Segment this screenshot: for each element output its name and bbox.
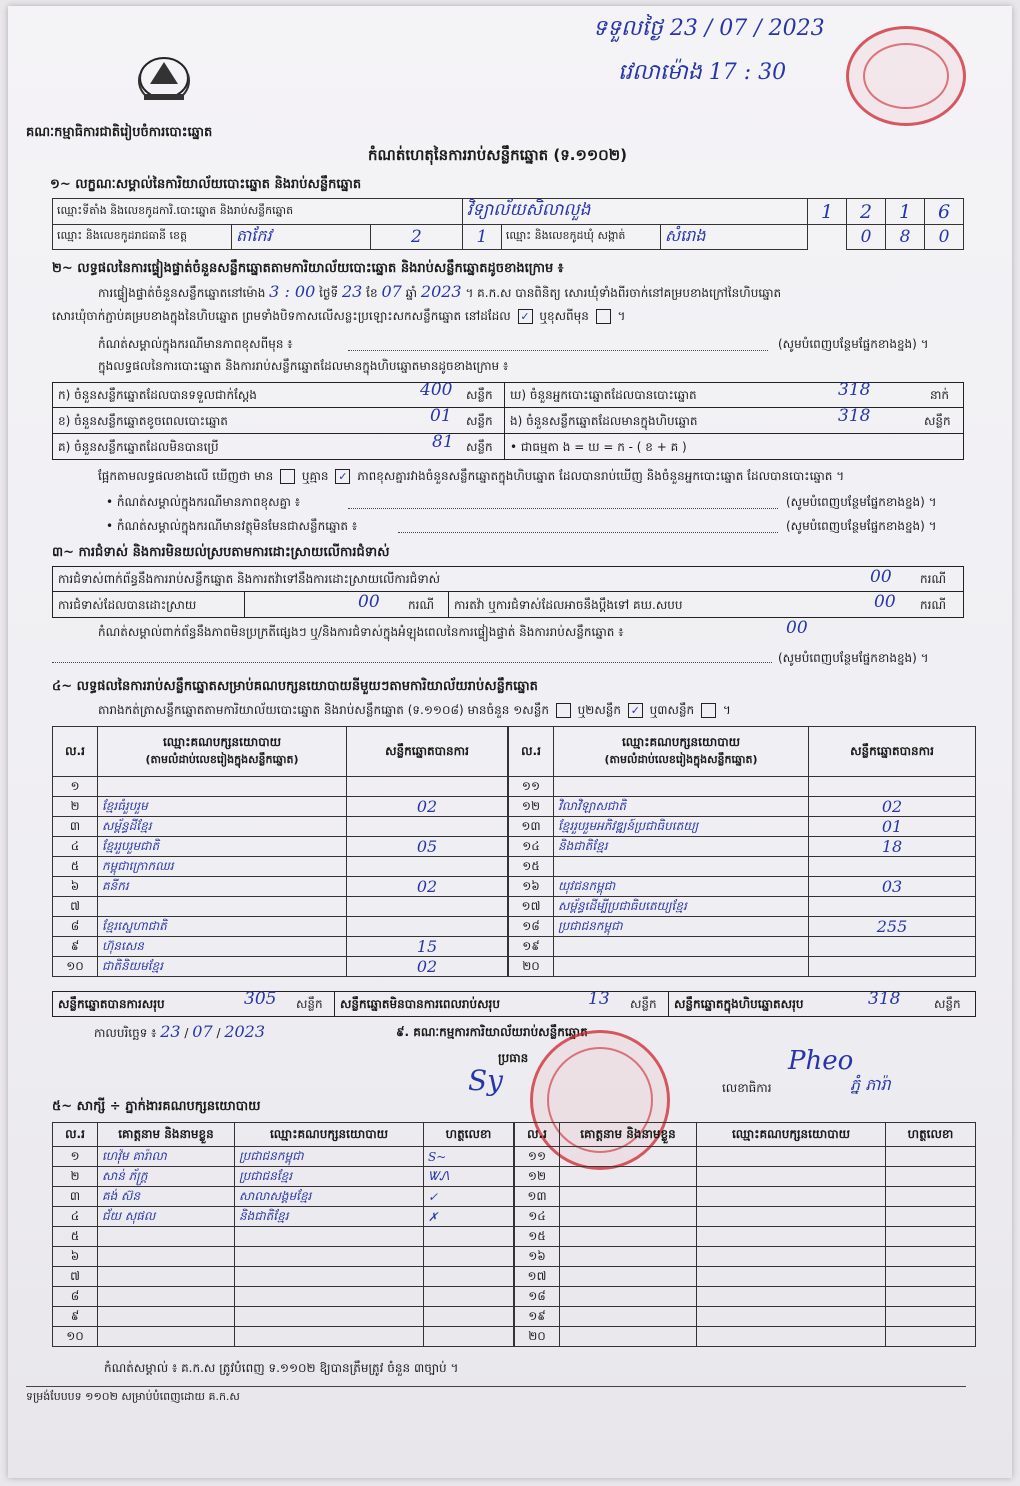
object-note-line: [398, 532, 778, 533]
box-ballots-value: 318: [838, 406, 871, 426]
diff-note-line: [348, 350, 768, 351]
witness-signature: ✓: [424, 1187, 514, 1207]
row-no: ៤: [53, 1207, 98, 1227]
witness-signature: ✗: [424, 1207, 514, 1227]
form-note: ទម្រង់បែបបទ ១១០២ សម្រាប់បំពេញដោយ គ.ក.ស: [26, 1390, 240, 1403]
unused-ballots-value: 81: [432, 432, 454, 452]
party-name: គនីករ: [98, 877, 347, 897]
total-invalid-label: សន្លឹកឆ្នោតមិនបានការពេលរាប់សរុប: [340, 997, 500, 1011]
table-row: [509, 777, 976, 797]
party-results-left: [52, 726, 508, 977]
unused-ballots-unit: សន្លឹក: [466, 440, 493, 454]
commune-code-digit: 0: [847, 225, 886, 250]
results-intro: ក្នុងលទ្ធផលនៃការបោះឆ្នោត និងការរាប់សន្លឹកឆ្នោតដែលមានក្នុងហិបឆ្នោតមានដូចខាងក្រោម ៖: [98, 359, 509, 373]
party-votes: [347, 777, 508, 797]
received-date-stamp: ទទួលថ្ងៃ 23 / 07 / 2023: [593, 16, 825, 41]
sign-date-day: 23: [160, 1022, 181, 1041]
row-no: ២០: [509, 957, 554, 977]
one-sheet-checkbox[interactable]: [556, 703, 571, 718]
row-no: ៤: [53, 837, 98, 857]
table-row: [53, 1187, 514, 1207]
table-row: [53, 1167, 514, 1187]
table-row: [53, 837, 508, 857]
table-row: [53, 1147, 514, 1167]
party-votes: 03: [809, 877, 976, 897]
party-name: និងជាតិខ្មែរ: [554, 837, 809, 857]
col-no: ល.រ: [509, 727, 554, 777]
table-row: [509, 877, 976, 897]
objection-label: ការជំទាស់ពាក់ព័ន្ធនឹងការរាប់សន្លឹកឆ្នោត និងការតវ៉ាទៅនឹងការដោះស្រាយលើការជំទាស់: [58, 572, 441, 586]
table-row: [509, 917, 976, 937]
box-ballots-unit: សន្លឹក: [924, 414, 951, 428]
col-name: គោត្តនាម និងនាមខ្លួន: [560, 1123, 697, 1147]
party-votes: [347, 917, 508, 937]
total-box-value: 318: [868, 989, 901, 1009]
party-name: យុវជនកម្ពុជា: [554, 877, 809, 897]
unused-ballots-label: គ) ចំនួនសន្លឹកឆ្នោតដែលមិនបានប្រើ: [58, 440, 219, 454]
station-name: វិទ្យាល័យសិលាលួង: [462, 199, 807, 225]
secretary-label: លេខាធិការ: [722, 1081, 772, 1095]
party-votes: [809, 897, 976, 917]
party-results-right: [508, 726, 976, 977]
col-name: គោត្តនាម និងនាមខ្លួន: [98, 1123, 235, 1147]
col-no: ល.រ: [515, 1123, 560, 1147]
totals-divider: [334, 991, 335, 1017]
commune-code-digit: 0: [925, 225, 964, 250]
witness-signature: ᏔᏁ: [424, 1167, 514, 1187]
resolved-unit: ករណី: [408, 598, 435, 612]
party-votes: 02: [347, 877, 508, 897]
table-row: [53, 797, 508, 817]
spoiled-ballots-label: ខ) ចំនួនសន្លឹកឆ្នោតខូចពេលបោះឆ្នោត: [58, 414, 228, 428]
row-no: ១៣: [515, 1187, 560, 1207]
row-no: ១៦: [509, 877, 554, 897]
sign-date-month: 07: [192, 1022, 213, 1041]
table-row: [515, 1287, 976, 1307]
secretary-name: ភ្នំ ភារ៉ា: [850, 1075, 891, 1094]
sheet-count-line: តារាងកត់ត្រាសន្លឹកឆ្នោតតាមការិយាល័យបោះឆ្នោត និងរាប់សន្លឹកឆ្នោត (ទ.១១០៨) មានចំនួន ១សន្លឹក ឬ២សន្លឹក ✓ ឬ៣សន្លឹក ។: [98, 703, 731, 717]
table-row: [509, 937, 976, 957]
table-row: [53, 1227, 514, 1247]
station-label: ឈ្មោះទីតាំង និងលេខកូដការិ.បោះឆ្នោត និងរាប់សន្លឹកឆ្នោត: [53, 199, 463, 225]
compare-text: ភាពខុសគ្នារវាងចំនួនសន្លឹកឆ្នោតក្នុងហិបឆ្នោត ដែលបានរាប់ឃើញ និងចំនួនអ្នកបោះឆ្នោត ដែលបានបោះឆ្នោត ។: [357, 469, 845, 483]
party-name: [554, 937, 809, 957]
box-ballots-label: ង) ចំនួនសន្លឹកឆ្នោតដែលមានក្នុងហិបឆ្នោត: [510, 414, 698, 428]
three-sheets-checkbox[interactable]: [701, 703, 716, 718]
object-note-label: • កំណត់សម្គាល់ក្នុងករណីមានវត្ថុមិនមែនជាសន្លឹកឆ្នោត ៖: [106, 519, 358, 533]
difference-note-hint: (សូមបំពេញបន្ថែមផ្នែកខាងខ្នង) ។: [786, 495, 937, 509]
voters-label: ឃ) ចំនួនអ្នកបោះឆ្នោតដែលបានបោះឆ្នោត: [510, 388, 697, 402]
col-votes: សន្លឹកឆ្នោតបានការ: [809, 727, 976, 777]
committee-label: ៩. គណៈកម្មការការិយាល័យរាប់សន្លឹកឆ្នោត: [396, 1025, 588, 1039]
table-row: [509, 897, 976, 917]
row-no: ១៩: [509, 937, 554, 957]
row-no: ១១: [515, 1147, 560, 1167]
province-label: ឈ្មោះ និងលេខកូដរាជធានី ខេត្ត: [53, 225, 232, 250]
table-row: [53, 1247, 514, 1267]
row-no: ១៤: [509, 837, 554, 857]
col-sign: ហត្ថលេខា: [424, 1123, 514, 1147]
compare-text: ផ្អែកតាមលទ្ធផលខាងលើ ឃើញថា មាន: [98, 469, 274, 483]
sign-date-year: 2023: [224, 1022, 266, 1041]
row-no: ១៣: [509, 817, 554, 837]
section4-heading: ៤~ លទ្ធផលនៃការរាប់សន្លឹកឆ្នោតសម្រាប់គណបក្សនយោបាយនីមួយៗតាមការិយាល័យរាប់សន្លឹកឆ្នោត: [52, 679, 538, 694]
no-difference-checkbox[interactable]: ✓: [335, 469, 350, 484]
col-party-title: ឈ្មោះគណបក្សនយោបាយ: [621, 735, 741, 749]
col-no: ល.រ: [53, 727, 98, 777]
row-no: ១៨: [509, 917, 554, 937]
irregularity-hint: (សូមបំពេញបន្ថែមផ្នែកខាងខ្នង) ។: [778, 651, 929, 665]
party-votes: 18: [809, 837, 976, 857]
row-no: ៧: [53, 897, 98, 917]
row-no: ៩: [53, 937, 98, 957]
total-box-label: សន្លឹកឆ្នោតក្នុងហិបឆ្នោតសរុប: [674, 997, 804, 1011]
table-row: [53, 937, 508, 957]
party-name: ខ្មែររួបរួមជាតិ: [98, 837, 347, 857]
commune-code-digit: 8: [886, 225, 925, 250]
col-no: ល.រ: [53, 1123, 98, 1147]
party-name: ប្រជាជនកម្ពុជា: [554, 917, 809, 937]
verify-day-label: ថ្ងៃទី: [319, 286, 339, 300]
three-sheets-label: ឬ៣សន្លឹក: [649, 703, 695, 717]
voters-unit: នាក់: [930, 388, 950, 402]
station-code-digit: 1: [886, 199, 925, 225]
org-name: គណៈកម្មាធិការជាតិរៀបចំការបោះឆ្នោត: [26, 125, 213, 140]
row-no: ១៩: [515, 1307, 560, 1327]
commune-label: ឈ្មោះ និងលេខកូដឃុំ សង្កាត់: [501, 225, 660, 250]
party-name: ខ្មែរស្នេហាជាតិ: [98, 917, 347, 937]
party-votes: [809, 937, 976, 957]
appeal-value: 00: [874, 592, 896, 612]
table-row: [515, 1167, 976, 1187]
row-no: ១៥: [515, 1227, 560, 1247]
province-code-digit: 2: [371, 225, 463, 250]
chair-label: ប្រធាន: [498, 1051, 529, 1065]
diff-note-hint: (សូមបំពេញបន្ថែមផ្នែកខាងខ្នង) ។: [778, 337, 929, 351]
results-rule: [52, 433, 964, 434]
table-row: [53, 777, 508, 797]
footer-rule: [26, 1386, 966, 1387]
table-row: [509, 837, 976, 857]
party-name: [98, 897, 347, 917]
sign-date-label: កាលបរិច្ឆេទ ៖: [94, 1026, 157, 1040]
party-votes: 02: [809, 797, 976, 817]
row-no: ១០: [53, 1327, 98, 1347]
table-row: [53, 877, 508, 897]
table-row: [53, 817, 508, 837]
party-name: កម្ពុជាក្រោកឈរ: [98, 857, 347, 877]
difference-note-line: [348, 508, 778, 509]
difference-note-label: • កំណត់សម្គាល់ក្នុងករណីមានភាពខុសគ្នា ៖: [106, 495, 301, 509]
col-party-sub: (តាមលំដាប់លេខរៀងក្នុងសន្លឹកឆ្នោត): [145, 753, 299, 766]
appeal-label: ការតវ៉ា ឬការជំទាស់ដែលអាចនឹងប្តឹងទៅ គឃ.សបប: [454, 598, 683, 612]
row-no: ១២: [509, 797, 554, 817]
compare-line: [98, 468, 844, 486]
form-title: កំណត់ហេតុនៃការរាប់សន្លឹកឆ្នោត (ទ.១១០២): [368, 146, 628, 164]
resolved-value: 00: [358, 592, 380, 612]
party-votes: [347, 817, 508, 837]
table-row: [53, 1207, 514, 1227]
witness-party: ប្រជាជនខ្មែរ: [235, 1167, 424, 1187]
party-votes: 02: [347, 797, 508, 817]
different-checkbox[interactable]: [596, 309, 611, 324]
commune-name: សំរោង: [660, 225, 807, 250]
section2-heading: ២~ លទ្ធផលនៃការផ្ទៀងផ្ទាត់ចំនួនសន្លឹកឆ្នោតតាមការិយាល័យបោះឆ្នោត និងរាប់សន្លឹកឆ្នោតដូចខាងក្រោម ៖: [52, 261, 564, 276]
row-no: ៧: [53, 1267, 98, 1287]
verify-time: 3 : 00: [269, 282, 316, 301]
row-no: ១៧: [515, 1267, 560, 1287]
objection-rule: [52, 591, 964, 592]
station-code-digit: 1: [808, 199, 847, 225]
table-row: [53, 957, 508, 977]
row-no: ១១: [509, 777, 554, 797]
spoiled-ballots-unit: សន្លឹក: [466, 414, 493, 428]
row-no: ៦: [53, 877, 98, 897]
irregularity-line: [52, 662, 772, 663]
irregularity-label: កំណត់សម្គាល់ពាក់ព័ន្ធនឹងភាពមិនប្រក្រតីផ្សេងៗ ឬ/និងការជំទាស់ក្នុងអំឡុងពេលនៃការផ្ទៀងផ្ទាត់ និងការរាប់សន្លឹកឆ្នោត ៖: [98, 625, 624, 639]
party-name: [554, 777, 809, 797]
emblem-icon: [130, 54, 198, 110]
row-no: ១៤: [515, 1207, 560, 1227]
results-rule: [52, 407, 964, 408]
party-votes: [809, 777, 976, 797]
witness-party: និងជាតិខ្មែរ: [235, 1207, 424, 1227]
row-no: ៣: [53, 817, 98, 837]
chair-signature: Sy: [468, 1064, 503, 1097]
total-valid-label: សន្លឹកឆ្នោតបានការសរុប: [58, 997, 165, 1011]
party-name: ខ្មែររួបរួមអភិវឌ្ឍន៍ប្រជាធិបតេយ្យ: [554, 817, 809, 837]
party-name: [98, 777, 347, 797]
party-name: សម្ព័ន្ធដីខ្មែរ: [98, 817, 347, 837]
witness-table-right: [514, 1122, 976, 1347]
table-row: [509, 797, 976, 817]
received-ballots-label: ក) ចំនួនសន្លឹកឆ្នោតដែលបានទទួលជាក់ស្តែង: [58, 388, 257, 402]
diff-note-label: កំណត់សម្គាល់ក្នុងករណីមានភាពខុសពីមុន ៖: [98, 337, 293, 351]
received-ballots-value: 400: [420, 380, 453, 400]
lock-line-text: សោរឃុំចាក់ភ្ជាប់គម្របខាងក្នុងនៃហិបឆ្នោត ព្រមទាំងបិទកាសលើសន្លះប្រឡោះសកសន្លឹកឆ្នោត នៅដដែល: [52, 309, 511, 323]
party-name: វិលាវិឡាសជាតិ: [554, 797, 809, 817]
verify-line: [98, 282, 968, 303]
totals-box: [52, 991, 976, 1017]
party-votes: 05: [347, 837, 508, 857]
table-row: [53, 1327, 514, 1347]
verify-month-label: ខែ: [366, 286, 378, 300]
table-row: [53, 1307, 514, 1327]
party-votes: 02: [347, 957, 508, 977]
irregularity-value: 00: [786, 618, 808, 638]
total-box-unit: សន្លឹក: [934, 997, 961, 1011]
row-no: ១: [53, 777, 98, 797]
table-row: [53, 857, 508, 877]
row-no: ៩: [53, 1307, 98, 1327]
document-page: [8, 6, 1012, 1478]
official-seal-top: [846, 26, 966, 126]
table-row: [53, 897, 508, 917]
table-row: [53, 917, 508, 937]
total-valid-unit: សន្លឹក: [296, 997, 323, 1011]
verify-day: 23: [341, 282, 363, 301]
spoiled-ballots-value: 01: [430, 406, 452, 426]
section1-heading: ១~ លក្ខណៈសម្គាល់នៃការិយាល័យបោះឆ្នោត និងរាប់សន្លឹកឆ្នោត: [50, 177, 362, 192]
sheet-count-text: តារាងកត់ត្រាសន្លឹកឆ្នោតតាមការិយាល័យបោះឆ្នោត និងរាប់សន្លឹកឆ្នោត (ទ.១១០៨) មានចំនួន ១សន្លឹក: [98, 703, 549, 717]
table-row: [515, 1147, 976, 1167]
witness-name: ជ័យ សុផល: [98, 1207, 235, 1227]
party-votes: [347, 857, 508, 877]
received-time-stamp: វេលាម៉ោង 17 : 30: [618, 60, 787, 85]
party-votes: [809, 857, 976, 877]
received-ballots-unit: សន្លឹក: [466, 388, 493, 402]
two-sheets-checkbox[interactable]: ✓: [628, 703, 643, 718]
results-divider: [504, 382, 505, 460]
party-name: សម្ព័ន្ធដើម្បីប្រជាធិបតេយ្យខ្មែរ: [554, 897, 809, 917]
row-no: ៥: [53, 857, 98, 877]
table-row: [515, 1207, 976, 1227]
has-difference-checkbox[interactable]: [280, 469, 295, 484]
total-valid-value: 305: [244, 989, 277, 1009]
row-no: ១៧: [509, 897, 554, 917]
total-invalid-unit: សន្លឹក: [630, 997, 657, 1011]
col-party: [554, 727, 809, 777]
row-no: ២០: [515, 1327, 560, 1347]
witness-party: សាលាសង្គមខ្មែរ: [235, 1187, 424, 1207]
totals-divider: [668, 991, 669, 1017]
row-no: ៥: [53, 1227, 98, 1247]
col-sign: ហត្ថលេខា: [886, 1123, 976, 1147]
row-no: ១៦: [515, 1247, 560, 1267]
station-code-digit: 2: [847, 199, 886, 225]
table-row: [53, 1287, 514, 1307]
station-code-digit: 6: [925, 199, 964, 225]
witness-signature: S~: [424, 1147, 514, 1167]
party-name: ជាតិនិយមខ្មែរ: [98, 957, 347, 977]
compare-text: ឬគ្មាន: [301, 469, 329, 483]
table-row: [515, 1267, 976, 1287]
witness-name: សាន់ ភ័ក្រ្ត: [98, 1167, 235, 1187]
station-table: [52, 198, 964, 250]
row-no: ៨: [53, 917, 98, 937]
objection-value: 00: [870, 567, 892, 587]
witness-table-left: [52, 1122, 514, 1347]
objection-divider: [448, 591, 449, 618]
row-no: ១៥: [509, 857, 554, 877]
table-row: [509, 857, 976, 877]
lock-line: សោរឃុំចាក់ភ្ជាប់គម្របខាងក្នុងនៃហិបឆ្នោត ព្រមទាំងបិទកាសលើសន្លះប្រឡោះសកសន្លឹកឆ្នោត នៅដដែល ✓ ឬខុសពីមុន ។: [52, 309, 626, 323]
table-row: [53, 1267, 514, 1287]
row-no: ១៨: [515, 1287, 560, 1307]
verify-line-text: ។ គ.ក.ស បានពិនិត្យ សោរឃុំទាំងពីរចាក់នៅគម្របខាងក្រៅនៃហិបឆ្នោត: [465, 286, 782, 300]
party-name: ហ៊ុនសេន: [98, 937, 347, 957]
party-votes: 01: [809, 817, 976, 837]
row-no: ៨: [53, 1287, 98, 1307]
same-checkbox[interactable]: ✓: [518, 309, 533, 324]
col-party: [98, 727, 347, 777]
party-votes: 255: [809, 917, 976, 937]
row-no: ២: [53, 1167, 98, 1187]
row-no: ៣: [53, 1187, 98, 1207]
table-row: [509, 817, 976, 837]
witness-party: ប្រជាជនកម្ពុជា: [235, 1147, 424, 1167]
table-row: [515, 1247, 976, 1267]
row-no: ២: [53, 797, 98, 817]
objection-divider: [244, 591, 245, 618]
appeal-unit: ករណី: [920, 598, 947, 612]
section3-heading: ៣~ ការជំទាស់ និងការមិនយល់ស្របតាមការដោះស្រាយលើការជំទាស់: [52, 545, 390, 560]
sign-date-line: កាលបរិច្ឆេទ ៖ 23 / 07 / 2023: [94, 1022, 266, 1041]
party-name: [554, 857, 809, 877]
province-code-digit: 1: [462, 225, 501, 250]
different-label: ឬខុសពីមុន: [539, 309, 589, 323]
row-no: ១២: [515, 1167, 560, 1187]
table-row: [515, 1307, 976, 1327]
verify-month: 07: [381, 282, 402, 301]
object-note-hint: (សូមបំពេញបន្ថែមផ្នែកខាងខ្នង) ។: [786, 519, 937, 533]
table-row: [515, 1187, 976, 1207]
formula-note: • ជាធម្មតា ង = ឃ = ក - ( ខ + គ ): [510, 440, 687, 454]
table-row: [515, 1227, 976, 1247]
witness-name: ហេវ៉ុម គារ៉ាលា: [98, 1147, 235, 1167]
resolved-label: ការជំទាស់ដែលបានដោះស្រាយ: [58, 598, 197, 612]
verify-year-label: ឆ្នាំ: [405, 286, 418, 300]
secretary-signature: Pheo: [788, 1046, 854, 1076]
party-votes: [347, 897, 508, 917]
party-votes: 15: [347, 937, 508, 957]
section5-heading: ៥~ សាក្សី ÷ ភ្នាក់ងារគណបក្សនយោបាយ: [52, 1099, 261, 1114]
footer-note: កំណត់សម្គាល់ ៖ គ.ក.ស ត្រូវបំពេញ ទ.១១០២ ឱ្យបានត្រឹមត្រូវ ចំនួន ៣ច្បាប់ ។: [104, 1361, 459, 1375]
voters-value: 318: [838, 380, 871, 400]
verify-time-label: ការផ្ទៀងផ្ទាត់ចំនួនសន្លឹកឆ្នោតនៅម៉ោង: [98, 286, 266, 300]
col-votes: សន្លឹកឆ្នោតបានការ: [347, 727, 508, 777]
party-name: ខ្មែរធំរួបរួម: [98, 797, 347, 817]
col-party-title: ឈ្មោះគណបក្សនយោបាយ: [162, 735, 282, 749]
col-party: ឈ្មោះគណបក្សនយោបាយ: [697, 1123, 886, 1147]
col-party: ឈ្មោះគណបក្សនយោបាយ: [235, 1123, 424, 1147]
col-party-sub: (តាមលំដាប់លេខរៀងក្នុងសន្លឹកឆ្នោត): [604, 753, 758, 766]
verify-year: 2023: [420, 282, 462, 301]
witness-name: គង់ ស៊ន: [98, 1187, 235, 1207]
table-row: [509, 957, 976, 977]
province-name: តាកែវ: [232, 225, 371, 250]
two-sheets-label: ឬ២សន្លឹក: [577, 703, 621, 717]
party-name: [554, 957, 809, 977]
row-no: ១០: [53, 957, 98, 977]
total-invalid-value: 13: [588, 989, 610, 1009]
row-no: ១: [53, 1147, 98, 1167]
table-row: [515, 1327, 976, 1347]
row-no: ៦: [53, 1247, 98, 1267]
objection-unit: ករណី: [920, 572, 947, 586]
party-votes: [809, 957, 976, 977]
